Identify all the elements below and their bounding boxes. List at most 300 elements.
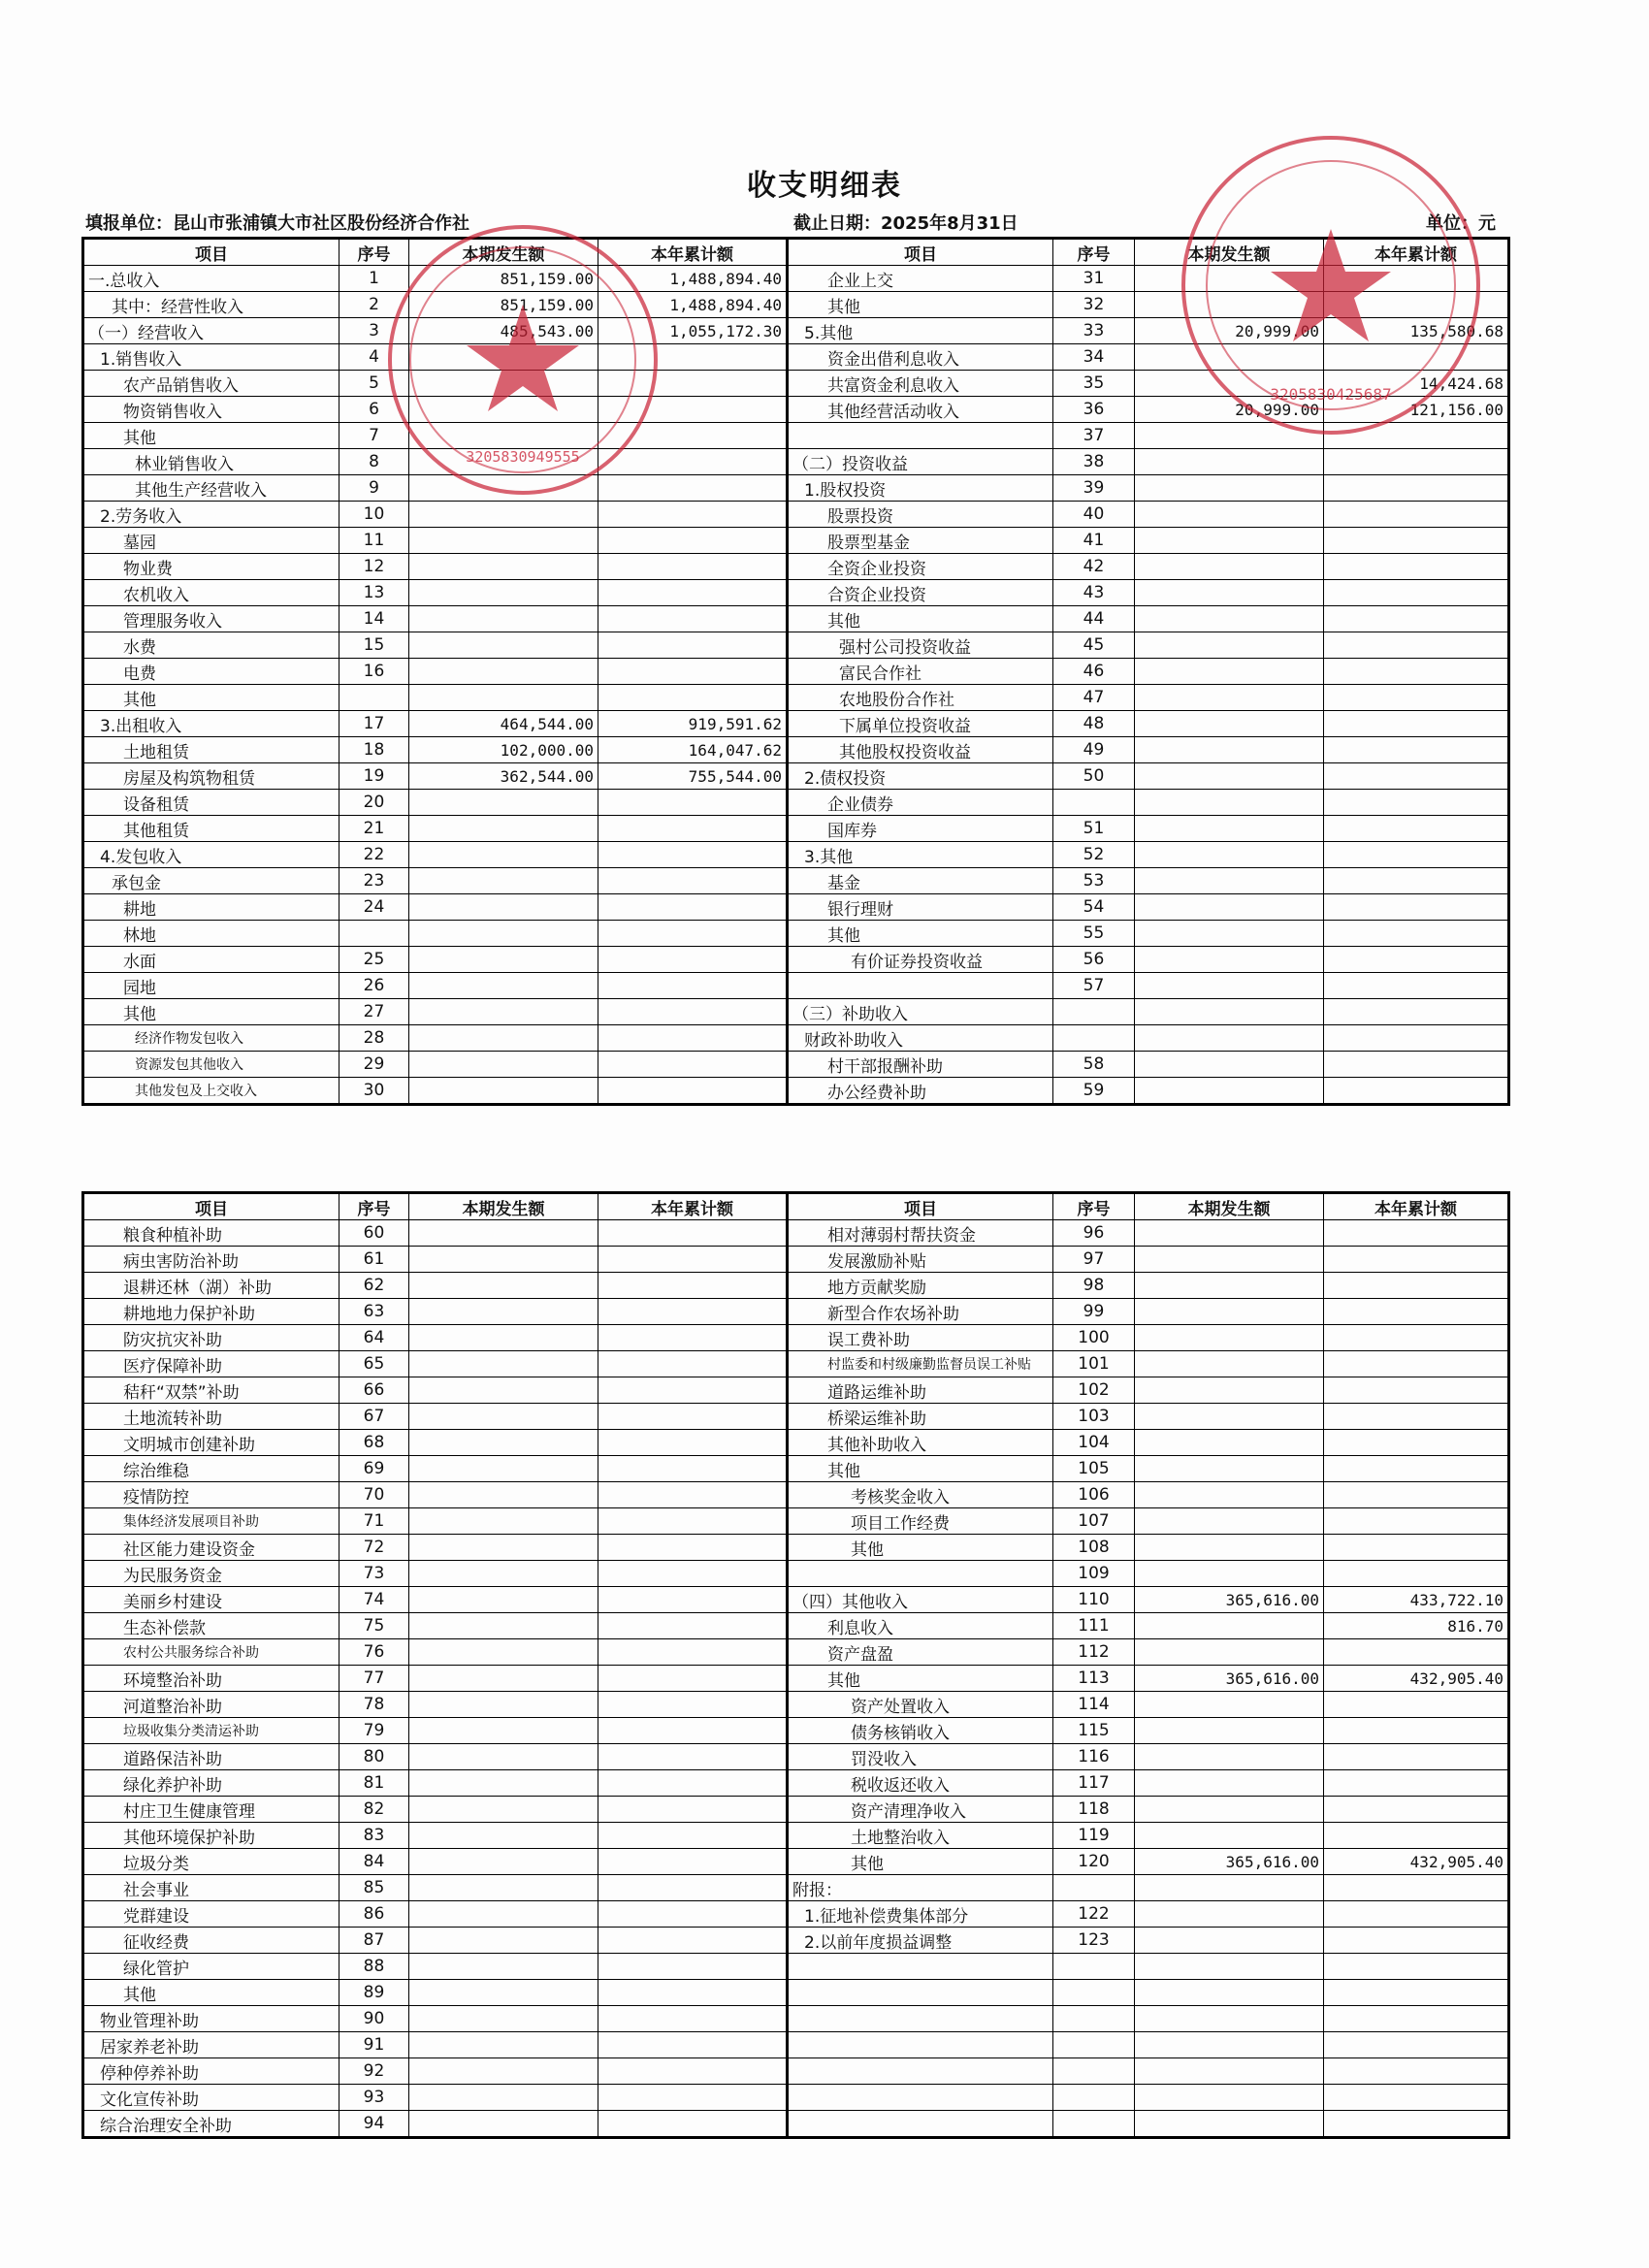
- row-number: 105: [1053, 1456, 1135, 1482]
- current-amount: [409, 1377, 598, 1404]
- table-row: [83, 790, 1509, 816]
- current-amount: [1135, 2111, 1324, 2138]
- item-name: （一）经营收入: [83, 318, 340, 344]
- current-amount: [1135, 1928, 1324, 1954]
- current-amount: 851,159.00: [409, 292, 598, 318]
- reporting-unit: 填报单位：昆山市张浦镇大市社区股份经济合作社: [85, 213, 469, 234]
- ytd-amount: [598, 1666, 788, 1692]
- current-amount: [1135, 1025, 1324, 1052]
- row-number: 67: [340, 1404, 409, 1430]
- ytd-amount: [598, 1377, 788, 1404]
- table-row: [83, 659, 1509, 685]
- current-amount: [1135, 1273, 1324, 1299]
- row-number: 5: [340, 371, 409, 397]
- current-amount: [1135, 606, 1324, 632]
- row-number: 100: [1053, 1325, 1135, 1351]
- ytd-amount: [598, 502, 788, 528]
- current-amount: [1135, 790, 1324, 816]
- item-name: 1.征地补偿费集体部分: [788, 1901, 1053, 1928]
- item-name: 防灾抗灾补助: [83, 1325, 340, 1351]
- ytd-amount: [598, 790, 788, 816]
- table-row: [83, 1078, 1509, 1105]
- row-number: 44: [1053, 606, 1135, 632]
- item-name: 村干部报酬补助: [788, 1052, 1053, 1078]
- table-row: [83, 973, 1509, 999]
- row-number: 16: [340, 659, 409, 685]
- table-row: [83, 894, 1509, 921]
- table-row: [83, 685, 1509, 711]
- item-name: 其他: [83, 685, 340, 711]
- row-number: 84: [340, 1849, 409, 1875]
- ytd-amount: [598, 2006, 788, 2032]
- table-row: [83, 1404, 1509, 1430]
- row-number: 41: [1053, 528, 1135, 554]
- current-amount: [1135, 1875, 1324, 1901]
- ytd-amount: [598, 1351, 788, 1377]
- table-row: [83, 580, 1509, 606]
- ytd-amount: [598, 1692, 788, 1718]
- ytd-amount: [598, 1025, 788, 1052]
- row-number: 17: [340, 711, 409, 737]
- table-row: [83, 475, 1509, 502]
- current-amount: [1135, 868, 1324, 894]
- row-number: [1053, 2006, 1135, 2032]
- current-amount: [1135, 737, 1324, 763]
- ytd-amount: [598, 1823, 788, 1849]
- current-amount: [409, 1613, 598, 1639]
- ytd-amount: [1324, 2032, 1509, 2058]
- col-item: 项目: [83, 239, 340, 266]
- ytd-amount: [598, 1744, 788, 1770]
- ytd-amount: 14,424.68: [1324, 371, 1509, 397]
- col-ytd: 本年累计额: [598, 1193, 788, 1220]
- current-amount: [1135, 1770, 1324, 1797]
- item-name: 其他发包及上交收入: [83, 1078, 340, 1105]
- ytd-amount: [1324, 1797, 1509, 1823]
- ytd-amount: 432,905.40: [1324, 1666, 1509, 1692]
- item-name: 5.其他: [788, 318, 1053, 344]
- item-name: 水费: [83, 632, 340, 659]
- item-name: （二）投资收益: [788, 449, 1053, 475]
- current-amount: [1135, 554, 1324, 580]
- ytd-amount: [1324, 1875, 1509, 1901]
- current-amount: [409, 606, 598, 632]
- table-row: [83, 528, 1509, 554]
- table-row: [83, 1220, 1509, 1247]
- current-amount: [1135, 580, 1324, 606]
- row-number: 111: [1053, 1613, 1135, 1639]
- ytd-amount: [1324, 868, 1509, 894]
- row-number: 50: [1053, 763, 1135, 790]
- item-name: 其他: [788, 1849, 1053, 1875]
- ytd-amount: [1324, 816, 1509, 842]
- ytd-amount: [1324, 1273, 1509, 1299]
- current-amount: [1135, 842, 1324, 868]
- col-current: 本期发生额: [1135, 1193, 1324, 1220]
- row-number: 43: [1053, 580, 1135, 606]
- ytd-amount: [1324, 1744, 1509, 1770]
- item-name: [788, 2058, 1053, 2085]
- table-row: [83, 763, 1509, 790]
- current-amount: [1135, 632, 1324, 659]
- table-row: [83, 2006, 1509, 2032]
- table-row: [83, 2111, 1509, 2138]
- current-amount: [1135, 502, 1324, 528]
- item-name: 全资企业投资: [788, 554, 1053, 580]
- table-row: [83, 632, 1509, 659]
- current-amount: [409, 1875, 598, 1901]
- col-no: 序号: [340, 239, 409, 266]
- currency-unit: 单位：元: [1426, 213, 1496, 234]
- current-amount: [409, 894, 598, 921]
- col-item: 项目: [788, 1193, 1053, 1220]
- current-amount: [409, 554, 598, 580]
- ytd-amount: 755,544.00: [598, 763, 788, 790]
- ytd-amount: [1324, 894, 1509, 921]
- current-amount: [409, 1456, 598, 1482]
- seal-code: 3205830949555: [466, 448, 580, 466]
- item-name: 其他环境保护补助: [83, 1823, 340, 1849]
- item-name: 农机收入: [83, 580, 340, 606]
- table-row: [83, 921, 1509, 947]
- row-number: [1053, 2085, 1135, 2111]
- ytd-amount: 135,580.68: [1324, 318, 1509, 344]
- ytd-amount: [1324, 580, 1509, 606]
- ytd-amount: [1324, 1377, 1509, 1404]
- ytd-amount: [1324, 737, 1509, 763]
- item-name: 为民服务资金: [83, 1561, 340, 1587]
- current-amount: [1135, 1247, 1324, 1273]
- ytd-amount: [1324, 1247, 1509, 1273]
- item-name: 土地流转补助: [83, 1404, 340, 1430]
- ytd-amount: [1324, 1928, 1509, 1954]
- current-amount: [1135, 1954, 1324, 1980]
- current-amount: [409, 790, 598, 816]
- current-amount: [1135, 894, 1324, 921]
- ytd-amount: [1324, 2058, 1509, 2085]
- current-amount: [409, 1404, 598, 1430]
- current-amount: [409, 868, 598, 894]
- item-name: 文化宣传补助: [83, 2085, 340, 2111]
- current-amount: [409, 1025, 598, 1052]
- row-number: 113: [1053, 1666, 1135, 1692]
- current-amount: [1135, 1220, 1324, 1247]
- ytd-amount: [598, 1587, 788, 1613]
- item-name: [788, 1980, 1053, 2006]
- current-amount: [1135, 1482, 1324, 1508]
- row-number: 34: [1053, 344, 1135, 371]
- row-number: 23: [340, 868, 409, 894]
- table-row: [83, 1692, 1509, 1718]
- ytd-amount: [1324, 1052, 1509, 1078]
- ytd-amount: [1324, 2085, 1509, 2111]
- row-number: 68: [340, 1430, 409, 1456]
- item-name: 富民合作社: [788, 659, 1053, 685]
- ytd-amount: [598, 554, 788, 580]
- current-amount: [1135, 921, 1324, 947]
- table-row: [83, 1535, 1509, 1561]
- row-number: 59: [1053, 1078, 1135, 1105]
- current-amount: [1135, 2085, 1324, 2111]
- row-number: 1: [340, 266, 409, 292]
- current-amount: [409, 1718, 598, 1744]
- row-number: 4: [340, 344, 409, 371]
- current-amount: [409, 1561, 598, 1587]
- item-name: 林地: [83, 921, 340, 947]
- row-number: 32: [1053, 292, 1135, 318]
- item-name: 合资企业投资: [788, 580, 1053, 606]
- item-name: 其他: [83, 1980, 340, 2006]
- current-amount: 365,616.00: [1135, 1666, 1324, 1692]
- row-number: 36: [1053, 397, 1135, 423]
- ytd-amount: [598, 1639, 788, 1666]
- ytd-amount: [1324, 1954, 1509, 1980]
- current-amount: [409, 1587, 598, 1613]
- item-name: 一.总收入: [83, 266, 340, 292]
- row-number: 78: [340, 1692, 409, 1718]
- item-name: 强村公司投资收益: [788, 632, 1053, 659]
- row-number: 86: [340, 1901, 409, 1928]
- row-number: 47: [1053, 685, 1135, 711]
- current-amount: [1135, 475, 1324, 502]
- ytd-amount: [598, 1482, 788, 1508]
- item-name: 考核奖金收入: [788, 1482, 1053, 1508]
- ytd-amount: [598, 868, 788, 894]
- ytd-amount: [1324, 1718, 1509, 1744]
- item-name: 资金出借利息收入: [788, 344, 1053, 371]
- item-name: 3.其他: [788, 842, 1053, 868]
- item-name: [788, 1561, 1053, 1587]
- item-name: 疫情防控: [83, 1482, 340, 1508]
- table-row: [83, 1954, 1509, 1980]
- current-amount: [1135, 1535, 1324, 1561]
- item-name: 村监委和村级廉勤监督员误工补贴: [788, 1351, 1053, 1377]
- col-no: 序号: [340, 1193, 409, 1220]
- ytd-amount: [1324, 842, 1509, 868]
- ytd-amount: [598, 2058, 788, 2085]
- current-amount: [409, 502, 598, 528]
- table-row: [83, 1482, 1509, 1508]
- current-amount: [409, 1273, 598, 1299]
- item-name: 停种停养补助: [83, 2058, 340, 2085]
- current-amount: [409, 1849, 598, 1875]
- ytd-amount: [598, 947, 788, 973]
- row-number: 103: [1053, 1404, 1135, 1430]
- col-current: 本期发生额: [1135, 239, 1324, 266]
- row-number: 66: [340, 1377, 409, 1404]
- item-name: 罚没收入: [788, 1744, 1053, 1770]
- item-name: [788, 423, 1053, 449]
- ytd-amount: [1324, 1980, 1509, 2006]
- item-name: 居家养老补助: [83, 2032, 340, 2058]
- col-no: 序号: [1053, 1193, 1135, 1220]
- ytd-amount: [1324, 528, 1509, 554]
- row-number: 101: [1053, 1351, 1135, 1377]
- ytd-amount: [598, 1508, 788, 1535]
- current-amount: [409, 1482, 598, 1508]
- item-name: 其他经营活动收入: [788, 397, 1053, 423]
- row-number: 73: [340, 1561, 409, 1587]
- ytd-amount: [1324, 1351, 1509, 1377]
- current-amount: [1135, 1404, 1324, 1430]
- row-number: 9: [340, 475, 409, 502]
- item-name: 下属单位投资收益: [788, 711, 1053, 737]
- item-name: 农地股份合作社: [788, 685, 1053, 711]
- table-row: [83, 711, 1509, 737]
- current-amount: [409, 2058, 598, 2085]
- table-row: [83, 1875, 1509, 1901]
- row-number: 57: [1053, 973, 1135, 999]
- current-amount: [409, 973, 598, 999]
- item-name: 粮食种植补助: [83, 1220, 340, 1247]
- item-name: 3.出租收入: [83, 711, 340, 737]
- item-name: 水面: [83, 947, 340, 973]
- row-number: [1053, 1875, 1135, 1901]
- row-number: 74: [340, 1587, 409, 1613]
- ytd-amount: [598, 1954, 788, 1980]
- row-number: 109: [1053, 1561, 1135, 1587]
- col-item: 项目: [788, 239, 1053, 266]
- item-name: 资源发包其他收入: [83, 1052, 340, 1078]
- ytd-amount: [598, 1928, 788, 1954]
- item-name: 病虫害防治补助: [83, 1247, 340, 1273]
- item-name: 退耕还林（湖）补助: [83, 1273, 340, 1299]
- current-amount: [409, 999, 598, 1025]
- ytd-amount: [1324, 1823, 1509, 1849]
- ytd-amount: [598, 2111, 788, 2138]
- ytd-amount: [1324, 1508, 1509, 1535]
- table-row: [83, 1901, 1509, 1928]
- row-number: 94: [340, 2111, 409, 2138]
- ytd-amount: [598, 1849, 788, 1875]
- table-row: [83, 1052, 1509, 1078]
- row-number: 25: [340, 947, 409, 973]
- ytd-amount: 1,055,172.30: [598, 318, 788, 344]
- ytd-amount: [1324, 659, 1509, 685]
- row-number: 3: [340, 318, 409, 344]
- table-row: [83, 1025, 1509, 1052]
- row-number: 53: [1053, 868, 1135, 894]
- ytd-amount: [1324, 999, 1509, 1025]
- ytd-amount: [1324, 1430, 1509, 1456]
- row-number: 51: [1053, 816, 1135, 842]
- item-name: 其他: [788, 292, 1053, 318]
- ytd-amount: [1324, 1535, 1509, 1561]
- item-name: 农产品销售收入: [83, 371, 340, 397]
- item-name: 物业管理补助: [83, 2006, 340, 2032]
- table-row: [83, 999, 1509, 1025]
- row-number: [1053, 2032, 1135, 2058]
- current-amount: [409, 1325, 598, 1351]
- ytd-amount: [1324, 1639, 1509, 1666]
- ytd-amount: [1324, 1692, 1509, 1718]
- table-row: [83, 1299, 1509, 1325]
- row-number: 79: [340, 1718, 409, 1744]
- item-name: 股票投资: [788, 502, 1053, 528]
- current-amount: [1135, 1325, 1324, 1351]
- current-amount: [409, 1692, 598, 1718]
- current-amount: [409, 2032, 598, 2058]
- col-ytd: 本年累计额: [1324, 1193, 1509, 1220]
- item-name: 秸秆“双禁”补助: [83, 1377, 340, 1404]
- row-number: 49: [1053, 737, 1135, 763]
- col-no: 序号: [1053, 239, 1135, 266]
- current-amount: [1135, 1692, 1324, 1718]
- ytd-amount: [1324, 790, 1509, 816]
- ytd-amount: [598, 580, 788, 606]
- item-name: 银行理财: [788, 894, 1053, 921]
- item-name: 2.劳务收入: [83, 502, 340, 528]
- current-amount: [1135, 1613, 1324, 1639]
- row-number: 87: [340, 1928, 409, 1954]
- current-amount: [1135, 1078, 1324, 1105]
- item-name: 集体经济发展项目补助: [83, 1508, 340, 1535]
- current-amount: [1135, 1508, 1324, 1535]
- row-number: 8: [340, 449, 409, 475]
- row-number: 13: [340, 580, 409, 606]
- row-number: 18: [340, 737, 409, 763]
- table-row: [83, 1770, 1509, 1797]
- current-amount: [1135, 973, 1324, 999]
- item-name: 综合治理安全补助: [83, 2111, 340, 2138]
- table-row: [83, 1639, 1509, 1666]
- item-name: 医疗保障补助: [83, 1351, 340, 1377]
- table-row: [83, 1561, 1509, 1587]
- row-number: 39: [1053, 475, 1135, 502]
- row-number: 77: [340, 1666, 409, 1692]
- current-amount: [409, 1823, 598, 1849]
- item-name: 其他: [788, 1535, 1053, 1561]
- table-row: [83, 1666, 1509, 1692]
- item-name: 垃圾分类: [83, 1849, 340, 1875]
- ytd-amount: [598, 1718, 788, 1744]
- item-name: 园地: [83, 973, 340, 999]
- table-row: [83, 554, 1509, 580]
- seal-code: 3205830425687: [1270, 385, 1392, 404]
- current-amount: [409, 2085, 598, 2111]
- table-row: [83, 1456, 1509, 1482]
- row-number: 54: [1053, 894, 1135, 921]
- item-name: 综治维稳: [83, 1456, 340, 1482]
- row-number: 48: [1053, 711, 1135, 737]
- item-name: 其他生产经营收入: [83, 475, 340, 502]
- ytd-amount: 1,488,894.40: [598, 266, 788, 292]
- ytd-amount: [1324, 1901, 1509, 1928]
- ytd-amount: [1324, 606, 1509, 632]
- row-number: 85: [340, 1875, 409, 1901]
- table-row: [83, 868, 1509, 894]
- current-amount: [1135, 1823, 1324, 1849]
- item-name: 环境整治补助: [83, 1666, 340, 1692]
- current-amount: [1135, 1052, 1324, 1078]
- ytd-amount: [1324, 2111, 1509, 2138]
- item-name: 绿化养护补助: [83, 1770, 340, 1797]
- item-name: [788, 1954, 1053, 1980]
- ytd-amount: 816.70: [1324, 1613, 1509, 1639]
- row-number: 24: [340, 894, 409, 921]
- income-table-lower: [81, 1191, 1510, 2139]
- row-number: 28: [340, 1025, 409, 1052]
- row-number: 11: [340, 528, 409, 554]
- ytd-amount: [1324, 1770, 1509, 1797]
- row-number: 38: [1053, 449, 1135, 475]
- table-row: [83, 1744, 1509, 1770]
- item-name: [788, 2085, 1053, 2111]
- ytd-amount: 432,905.40: [1324, 1849, 1509, 1875]
- item-name: 征收经费: [83, 1928, 340, 1954]
- ytd-amount: [598, 606, 788, 632]
- current-amount: [1135, 528, 1324, 554]
